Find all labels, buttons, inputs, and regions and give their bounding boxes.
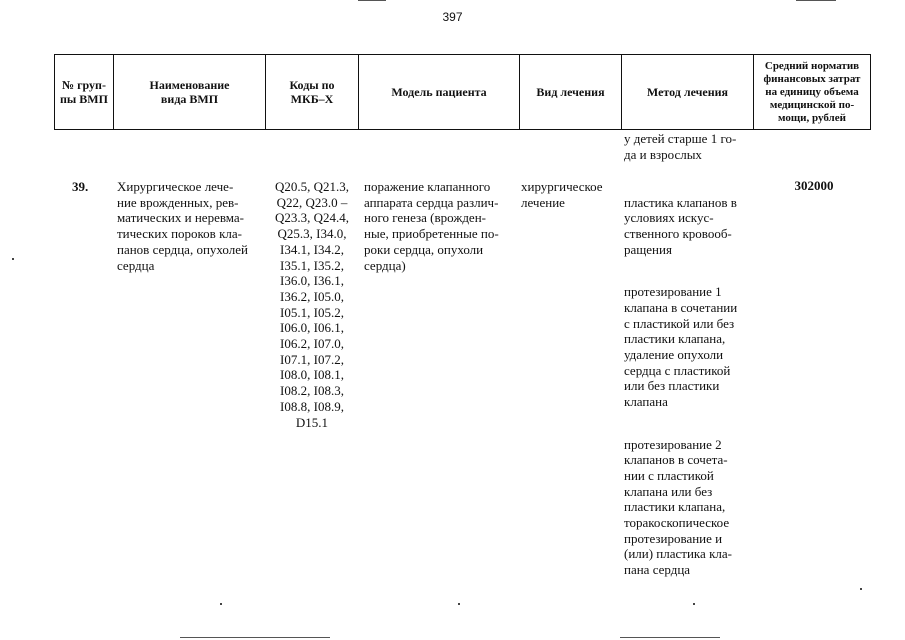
page-number: 397 [442, 10, 463, 24]
scan-speck [12, 258, 14, 260]
row-treatment-type: хирургическое лечение [521, 179, 603, 210]
header-group-number: № груп- пы ВМП [55, 55, 114, 129]
row-treatment-methods [624, 179, 764, 605]
bottom-decor-line-right [620, 637, 720, 638]
row-icd-codes: Q20.5, Q21.3, Q22, Q23.0 – Q23.3, Q24.4, Q25.3, I34.0, I34.1, I34.2, I35.1, I35.2, I36.0, I36.1, I36.2, I05.0, I05.1, I05.2, I06.0, I06.1, I06.2, I07.0, I07.1, I07.2, I08.0, I08.1, I08.2, I08.3, I08.8, I08.9, D15.1 [274, 179, 350, 430]
method-item: пластика клапанов в условиях искус- ственного кровооб- ращения [624, 194, 737, 257]
row-avg-cost: 302000 [794, 178, 834, 193]
scan-speck [693, 603, 695, 605]
header-vmp-name: Наименование вида ВМП [114, 55, 266, 129]
header-treatment-method: Метод лечения [622, 55, 754, 129]
top-decor-line-left [358, 0, 386, 1]
scan-speck [220, 603, 222, 605]
method-item: протезирование 2 клапанов в сочета- нии с пластикой клапана или без пластики клапана, торакоскопическое протезирование и (или) пластика кла- пана сердца [624, 436, 732, 578]
header-patient-model: Модель пациента [359, 55, 520, 129]
scan-speck [458, 603, 460, 605]
row-patient-model: поражение клапанного аппарата сердца различ- ного генеза (врожден- ные, приобретенные по- роки сердца, опухоли сердца) [364, 179, 499, 273]
row-vmp-name: Хирургическое лече- ние врожденных, рев- матических и неревма- тических пороков кла- панов сердца, опухолей сердца [117, 179, 248, 273]
carryover-method-text: у детей старше 1 го- да и взрослых [624, 131, 737, 162]
header-treatment-type: Вид лечения [520, 55, 622, 129]
header-avg-cost: Средний норматив финансовых затрат на единицу объема медицинской по- мощи, рублей [763, 59, 861, 124]
row-group-number: 39. [72, 179, 89, 194]
table-header [54, 54, 871, 130]
top-decor-line-right [796, 0, 836, 1]
bottom-decor-line-left [180, 637, 330, 638]
method-item: протезирование 1 клапана в сочетании с пластикой или без пластики клапана, удаление опухоли сердца с пластикой или без пластики клапана [624, 284, 738, 410]
header-icd-codes: Коды по МКБ–Х [266, 55, 359, 129]
scan-speck [860, 588, 862, 590]
